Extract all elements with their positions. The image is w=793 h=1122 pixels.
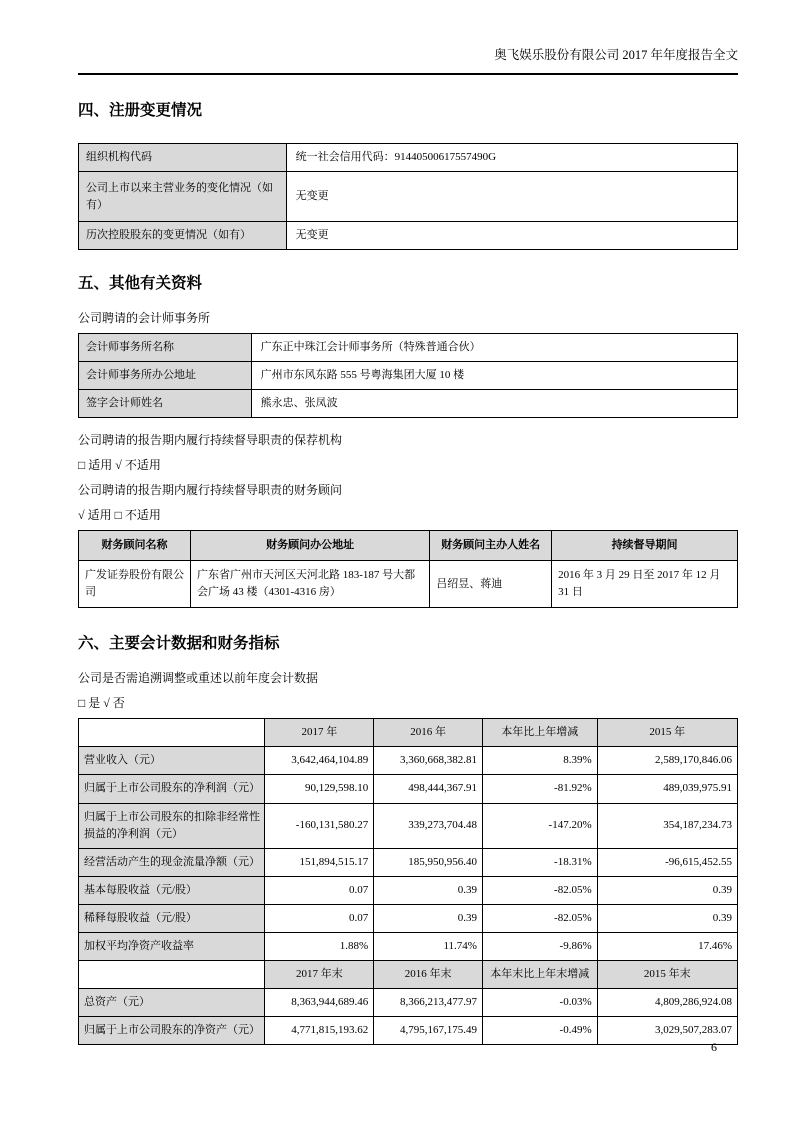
value-cell: 17.46% bbox=[597, 932, 737, 960]
table-row bbox=[79, 988, 738, 1016]
value-cell: 185,950,956.40 bbox=[374, 848, 483, 876]
value-cell: -0.49% bbox=[482, 1016, 597, 1044]
financial-indicators-table bbox=[78, 718, 738, 1045]
page-number: 6 bbox=[711, 1040, 717, 1054]
value-cell: 0.39 bbox=[374, 876, 483, 904]
table-row bbox=[79, 848, 738, 876]
column-header: 财务顾问主办人姓名 bbox=[430, 531, 552, 561]
indicator-label: 营业收入（元） bbox=[79, 747, 265, 775]
value-cell: 3,360,668,382.81 bbox=[374, 747, 483, 775]
table-row bbox=[79, 876, 738, 904]
column-header-2017-end: 2017 年末 bbox=[265, 960, 374, 988]
value-cell: -82.05% bbox=[482, 904, 597, 932]
value-cell: 354,187,234.73 bbox=[597, 803, 737, 848]
section-6-title: 六、主要会计数据和财务指标 bbox=[78, 635, 280, 653]
column-header: 持续督导期间 bbox=[552, 531, 738, 561]
value-cell: 90,129,598.10 bbox=[265, 775, 374, 803]
section-5-title: 五、其他有关资料 bbox=[78, 275, 203, 293]
value-cell: 8,366,213,477.97 bbox=[374, 988, 483, 1016]
registration-table bbox=[78, 143, 738, 250]
report-header: 奥飞娱乐股份有限公司 2017 年年度报告全文 bbox=[494, 48, 738, 62]
section-4-title: 四、注册变更情况 bbox=[78, 102, 203, 119]
empty-corner-cell bbox=[79, 719, 265, 747]
value-cell: 4,771,815,193.62 bbox=[265, 1016, 374, 1044]
advisor-name-cell: 广发证券股份有限公司 bbox=[79, 561, 191, 608]
table-header-row bbox=[79, 719, 738, 747]
accountant-intro-text: 公司聘请的会计师事务所 bbox=[78, 311, 211, 326]
value-cell: -9.86% bbox=[482, 932, 597, 960]
value-cell: 熊永忠、张凤波 bbox=[251, 390, 737, 418]
column-header-2015: 2015 年 bbox=[597, 719, 737, 747]
accountant-table bbox=[78, 333, 738, 418]
indicator-label: 加权平均净资产收益率 bbox=[79, 932, 265, 960]
value-cell: 339,273,704.48 bbox=[374, 803, 483, 848]
column-header-2016-end: 2016 年末 bbox=[374, 960, 483, 988]
label-cell: 历次控股股东的变更情况（如有） bbox=[79, 222, 287, 250]
value-cell: 1.88% bbox=[265, 932, 374, 960]
indicator-label: 归属于上市公司股东的净资产（元） bbox=[79, 1016, 265, 1044]
label-cell: 公司上市以来主营业务的变化情况（如有） bbox=[79, 172, 287, 222]
table-header-row bbox=[79, 960, 738, 988]
column-header-2015-end: 2015 年末 bbox=[597, 960, 737, 988]
value-cell: 151,894,515.17 bbox=[265, 848, 374, 876]
column-header-yoy-end: 本年末比上年末增减 bbox=[482, 960, 597, 988]
value-cell: 489,039,975.91 bbox=[597, 775, 737, 803]
table-row bbox=[79, 1016, 738, 1044]
value-cell: 3,029,507,283.07 bbox=[597, 1016, 737, 1044]
indicator-label: 总资产（元） bbox=[79, 988, 265, 1016]
value-cell: -96,615,452.55 bbox=[597, 848, 737, 876]
column-header-2016: 2016 年 bbox=[374, 719, 483, 747]
table-row bbox=[79, 334, 738, 362]
advisor-duty-text: 公司聘请的报告期内履行持续督导职责的财务顾问 bbox=[78, 483, 343, 498]
advisor-contacts-cell: 吕绍昱、蒋迪 bbox=[430, 561, 552, 608]
value-cell: 0.39 bbox=[597, 876, 737, 904]
value-cell: 0.07 bbox=[265, 904, 374, 932]
value-cell: 广东正中珠江会计师事务所（特殊普通合伙） bbox=[251, 334, 737, 362]
value-cell: 无变更 bbox=[286, 172, 737, 222]
indicator-label: 基本每股收益（元/股） bbox=[79, 876, 265, 904]
column-header-2017: 2017 年 bbox=[265, 719, 374, 747]
value-cell: 统一社会信用代码：91440500617557490G bbox=[286, 144, 737, 172]
value-cell: 无变更 bbox=[286, 222, 737, 250]
table-row bbox=[79, 172, 738, 222]
value-cell: -0.03% bbox=[482, 988, 597, 1016]
sponsor-duty-text: 公司聘请的报告期内履行持续督导职责的保荐机构 bbox=[78, 433, 343, 448]
advisor-address-cell: 广东省广州市天河区天河北路 183-187 号大都会广场 43 楼（4301-4316 房） bbox=[191, 561, 430, 608]
value-cell: 4,809,286,924.08 bbox=[597, 988, 737, 1016]
table-row bbox=[79, 222, 738, 250]
advisor-table bbox=[78, 530, 738, 608]
column-header: 财务顾问名称 bbox=[79, 531, 191, 561]
table-row bbox=[79, 803, 738, 848]
table-row bbox=[79, 775, 738, 803]
value-cell: -160,131,580.27 bbox=[265, 803, 374, 848]
column-header-yoy: 本年比上年增减 bbox=[482, 719, 597, 747]
indicator-label: 稀释每股收益（元/股） bbox=[79, 904, 265, 932]
empty-corner-cell bbox=[79, 960, 265, 988]
table-row bbox=[79, 362, 738, 390]
value-cell: 3,642,464,104.89 bbox=[265, 747, 374, 775]
value-cell: 8.39% bbox=[482, 747, 597, 775]
label-cell: 签字会计师姓名 bbox=[79, 390, 252, 418]
sponsor-applicable-checkline: □ 适用 √ 不适用 bbox=[78, 458, 161, 473]
advisor-applicable-checkline: √ 适用 □ 不适用 bbox=[78, 508, 161, 523]
value-cell: 4,795,167,175.49 bbox=[374, 1016, 483, 1044]
restate-answer-checkline: □ 是 √ 否 bbox=[78, 696, 125, 711]
indicator-label: 归属于上市公司股东的扣除非经常性损益的净利润（元） bbox=[79, 803, 265, 848]
value-cell: 0.07 bbox=[265, 876, 374, 904]
restate-question-text: 公司是否需追溯调整或重述以前年度会计数据 bbox=[78, 671, 319, 686]
value-cell: 498,444,367.91 bbox=[374, 775, 483, 803]
value-cell: 0.39 bbox=[597, 904, 737, 932]
table-row bbox=[79, 904, 738, 932]
table-row bbox=[79, 932, 738, 960]
table-row bbox=[79, 561, 738, 608]
column-header: 财务顾问办公地址 bbox=[191, 531, 430, 561]
table-row bbox=[79, 747, 738, 775]
indicator-label: 归属于上市公司股东的净利润（元） bbox=[79, 775, 265, 803]
value-cell: 8,363,944,689.46 bbox=[265, 988, 374, 1016]
value-cell: -18.31% bbox=[482, 848, 597, 876]
value-cell: 11.74% bbox=[374, 932, 483, 960]
advisor-period-cell: 2016 年 3 月 29 日至 2017 年 12 月 31 日 bbox=[552, 561, 738, 608]
table-header-row bbox=[79, 531, 738, 561]
label-cell: 组织机构代码 bbox=[79, 144, 287, 172]
header-divider bbox=[78, 73, 738, 75]
value-cell: -81.92% bbox=[482, 775, 597, 803]
label-cell: 会计师事务所名称 bbox=[79, 334, 252, 362]
value-cell: 广州市东风东路 555 号粤海集团大厦 10 楼 bbox=[251, 362, 737, 390]
value-cell: 2,589,170,846.06 bbox=[597, 747, 737, 775]
table-row bbox=[79, 144, 738, 172]
value-cell: -82.05% bbox=[482, 876, 597, 904]
value-cell: -147.20% bbox=[482, 803, 597, 848]
table-row bbox=[79, 390, 738, 418]
label-cell: 会计师事务所办公地址 bbox=[79, 362, 252, 390]
value-cell: 0.39 bbox=[374, 904, 483, 932]
indicator-label: 经营活动产生的现金流量净额（元） bbox=[79, 848, 265, 876]
